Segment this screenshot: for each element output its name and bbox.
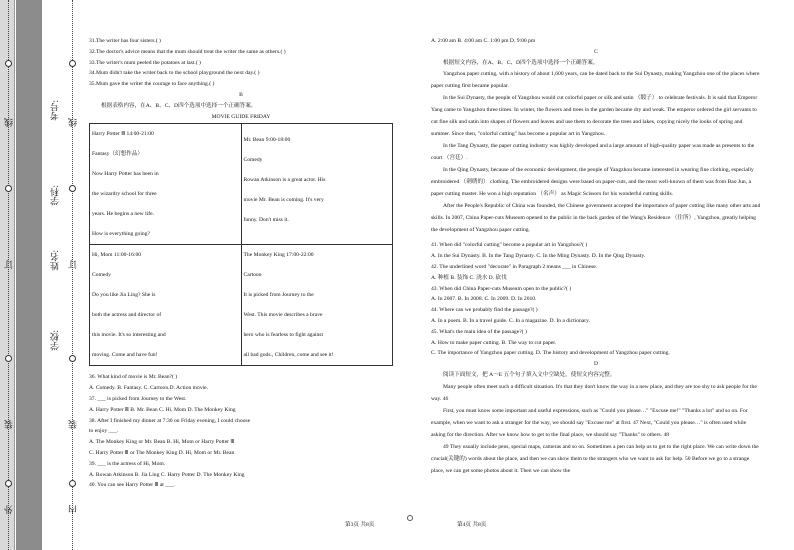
section-d-heading: D bbox=[593, 361, 599, 368]
question-45: 45. What's the main idea of the passage?( ) bbox=[431, 328, 527, 335]
binding-hole bbox=[69, 355, 76, 362]
passage-paragraph: Yangzhou paper cutting, with a history of about 1,600 years, can be dated back to the Sui Dynasty, making Yangzhou one of the places where paper cutting first became popular. bbox=[431, 71, 760, 90]
center-binding-hole bbox=[407, 515, 413, 521]
question-32: 32.The doctor's advice means that the mum should treat the writer the same as others.( ) bbox=[89, 48, 286, 55]
movie-title: Hi, Mom 11:00-16:00 bbox=[92, 252, 142, 259]
seal-char-outer: 外 bbox=[4, 505, 14, 514]
subject-label: 学科: bbox=[50, 185, 60, 206]
question-44: 44. Where can we probably find the passage?( ) bbox=[431, 307, 538, 314]
question-33: 33.The writer's mum peeled the potatoes at last.( ) bbox=[89, 59, 201, 66]
binding-hole bbox=[69, 185, 76, 192]
section-c-heading: C bbox=[594, 48, 598, 55]
cloze-paragraph: First, you must know some important and useful expressions, such as "Could you please…" "Excuse me!" "Thanks a lot" and so on. For example, when we want to ask a stranger for the way, we should say "Excuse me" at first. 47 Next, "Could you please…" is often used while asking for the direction. After we know how to get to the final place, we should say "Thanks" to others. 48 bbox=[431, 407, 748, 438]
options-38-ab: A. The Monkey King or Mr. Bean B. Hi, Mom or Harry Potter Ⅲ bbox=[89, 439, 235, 446]
options-38-cd: C. Harry Potter Ⅲ or The Monkey King D. Hi, Mom or Mr. Bean bbox=[89, 449, 235, 456]
binding-gray-column bbox=[16, 0, 42, 550]
page-3-footer: 第3页 共8页 bbox=[345, 522, 375, 528]
passage-paragraph: After the People's Republic of China was founded, the Chinese government accepted the importance of paper cutting like many other arts and skills. In 2007, China Paper-cuts Museum opened to the public in the back garden of the Wang's Residence （住所）, Yangzhou, greatly helping the development of Yangzhou paper cutting. bbox=[431, 203, 761, 234]
seal-char-line-inner: 线 bbox=[68, 118, 78, 127]
questions-36-40 bbox=[89, 372, 393, 491]
section-b-heading: B bbox=[239, 91, 243, 98]
passage-paragraph: In the Sui Dynasty, the people of Yangzhou would cut colorful paper or silk and satin （缎子） to celebrate festivals. It is said that Emperor Yang came to Yangzhou three times. In winter, the flowers and trees in the garden became dry and weak. The emperor ordered the girl servants to cut fine silk and satin into shapes of flowers and leaves and use them to decorate the trees and lakes, copying nicely the looks of spring and summer. Since then, "colorful cutting" has become a popular art in Yangzhou. bbox=[431, 95, 758, 138]
movie-genre: Comedy bbox=[243, 157, 263, 164]
binding-hole bbox=[69, 60, 76, 67]
question-34: 34.Mum didn't take the writer back to the school playground the next day.( ) bbox=[89, 70, 260, 77]
movie-desc-line: Do you like Jia Ling? She is bbox=[92, 292, 156, 299]
options-44: A. In a poem. B. In a travel guide. C. In a magazine. D. In a dictionary. bbox=[431, 317, 591, 324]
section-b-instruction: 根据表格内容，在A、B、C、D四个选项中选择一个正确答案。 bbox=[101, 102, 257, 109]
question-36: 36. What kind of movie is Mr. Bean?( ) bbox=[89, 374, 178, 381]
options-39: A. Rowan Atkinson B. Jia Ling C. Harry Potter D. The Monkey King bbox=[89, 471, 245, 478]
options-36: A. Comedy. B. Fantasy. C. Cartoon.D. Action movie. bbox=[89, 385, 209, 392]
question-42: 42. The underlined word "decorate" in Paragraph 2 means ___ in Chinese. bbox=[431, 263, 598, 270]
binding-hole bbox=[69, 480, 76, 487]
movie-desc-line: West. This movie describes a brave bbox=[243, 312, 323, 319]
movie-desc-line: years. He begins a new life. bbox=[92, 211, 154, 218]
options-42: A. 种植 B. 装饰 C. 浇水 D. 砍伐 bbox=[431, 274, 507, 281]
movie-desc-line: hero who is fearless to fight against bbox=[243, 332, 324, 339]
binding-hole bbox=[5, 185, 12, 192]
question-35: 35.Mum gave the writer the courage to face anything.( ) bbox=[89, 81, 215, 88]
table-row bbox=[90, 245, 393, 366]
seal-char-bind: 装 bbox=[4, 420, 14, 429]
movie-desc-line: the wizardry school for three bbox=[92, 191, 157, 198]
seal-char-order-inner: 订 bbox=[68, 260, 78, 269]
movie-desc-line: How is everything going? bbox=[92, 231, 150, 238]
options-41: A. In the Sui Dynasty. B. In the Tang Dynasty. C. In the Ming Dynasty. D. In the Qing Dynasty. bbox=[431, 253, 646, 260]
movie-title: Harry Potter Ⅲ 14:00-21:00 bbox=[92, 131, 154, 138]
movie-title: Mr. Bean 9:00-18:00 bbox=[243, 137, 291, 144]
seal-char-order: 订 bbox=[4, 260, 14, 269]
cut-line-inner bbox=[72, 0, 73, 550]
page-4-footer: 第4页 共8页 bbox=[457, 522, 487, 528]
movie-desc-line: Rowan Atkinson is a great actor. His bbox=[243, 177, 326, 184]
question-31: 31.The writer has four sisters.( ) bbox=[89, 38, 161, 44]
school-label: 学校: bbox=[50, 330, 60, 351]
movie-title: The Monkey King 17:00-22:00 bbox=[243, 252, 314, 259]
movie-cell-mr-bean bbox=[241, 124, 393, 245]
name-label: 姓名: bbox=[50, 250, 60, 271]
options-37: A. Harry Potter Ⅲ B. Mr. Bean C. Hi, Mom D. The Monkey King bbox=[89, 406, 236, 413]
movie-desc-line: funny. Don't miss it. bbox=[243, 217, 289, 224]
cloze-paragraph: 49 They usually include pens, special maps, cameras and so on. Sometimes a pen can help us to get to the right place. We can write down the crucial(关键的) words about the place, and then we can show them to the strangers who we want to ask for help. 50 Before we go to a strange place, we can get some photos about it. Then we can show the bbox=[431, 443, 759, 474]
page-4-column bbox=[431, 36, 761, 477]
movie-cell-monkey-king bbox=[241, 245, 393, 366]
movie-desc-line: moving. Come and have fun! bbox=[92, 352, 158, 359]
movie-cell-hi-mom bbox=[90, 245, 242, 366]
table-row bbox=[90, 124, 393, 245]
movie-desc-line: Now Harry Potter has been in bbox=[92, 171, 159, 178]
movie-desc-line: all bad gods., Children, come and see it! bbox=[243, 352, 334, 359]
seal-char-inner: 内 bbox=[68, 505, 78, 514]
question-37: 37. ___ is picked from Journey to the West. bbox=[89, 395, 187, 402]
question-43: 43. When did China Paper-cuts Museum open to the public?( ) bbox=[431, 285, 572, 292]
options-45-cd: C. The importance of Yangzhou paper cutting. D. The history and development of Yangzhou paper cutting. bbox=[431, 350, 670, 357]
movie-genre: Fantasy（幻想作品） bbox=[92, 151, 143, 158]
seal-char-line: 线 bbox=[4, 118, 14, 127]
questions-41-45 bbox=[431, 240, 761, 359]
page-3-column bbox=[89, 36, 393, 491]
section-d-instruction: 阅读下面短文，把 A～E 五个句子填入文中空缺处，使短文内容完整。 bbox=[443, 371, 616, 378]
options-45-ab: A. How to make paper cutting. B. The way to cut paper. bbox=[431, 339, 557, 346]
movie-desc-line: movie Mr. Bean is coming. It's very bbox=[243, 197, 324, 204]
question-38-cont: to enjoy ___. bbox=[89, 428, 119, 435]
movie-desc-line: this movie. It's so interesting and bbox=[92, 332, 166, 339]
seal-char-bind-inner: 装 bbox=[68, 420, 78, 429]
options-43: A. In 2007. B. In 2008. C. In 2009. D. In 2010. bbox=[431, 296, 537, 303]
section-c-instruction: 根据短文内容，在A、B、C、D四个选项中选择一个正确答案。 bbox=[443, 59, 599, 66]
options-40: A. 2:00 am B. 4:00 am C. 1:00 pm D. 9:00 pm bbox=[431, 38, 536, 44]
passage-paragraph: In the Tang Dynasty, the paper cutting industry was highly developed and a large amount of high-quality paper was made as presents to the court （宫廷）. bbox=[431, 143, 755, 162]
question-39: 39. ___ is the actress of Hi, Mom. bbox=[89, 460, 166, 467]
movie-desc-line: both the actress and director of bbox=[92, 312, 162, 319]
binding-hole bbox=[5, 480, 12, 487]
binding-margin bbox=[0, 0, 76, 550]
cut-line-outer bbox=[8, 0, 9, 550]
cloze-paragraph: Many people often meet such a difficult situation. It's that they don't know the way in a new place, and they are too shy to ask people for the way. 46 bbox=[431, 383, 757, 402]
movie-guide-table bbox=[89, 123, 393, 366]
question-41: 41. When did "colorful cutting" become a popular art in Yangzhou?( ) bbox=[431, 242, 588, 249]
binding-hole bbox=[5, 355, 12, 362]
binding-hole bbox=[5, 60, 12, 67]
question-40: 40. You can see Harry Potter Ⅲ at ___. bbox=[89, 482, 176, 489]
movie-genre: Cartoon bbox=[243, 272, 262, 279]
movie-guide-title: MOVIE GUIDE FRIDAY bbox=[211, 113, 271, 120]
movie-desc-line: It is picked from Journey to the bbox=[243, 292, 314, 299]
passage-paragraph: In the Qing Dynasty, because of the economic development, the people of Yangzhou became interested in wearing fine clothing, especially embroidered （刺绣的） clothing. The embroidered designs were based on paper-cuts, and the most well-known of them was from Bao Jun, a paper cutting master. He won a high reputation （名声） as Magic Scissors for his wonderful cutting skills. bbox=[431, 167, 754, 198]
movie-cell-harry-potter bbox=[90, 124, 242, 245]
movie-genre: Comedy bbox=[92, 272, 111, 279]
exam-number-label: 考号: bbox=[50, 100, 60, 121]
question-38: 38. After I finished my dinner at 7:30 on Friday evening, I could choose bbox=[89, 417, 251, 424]
